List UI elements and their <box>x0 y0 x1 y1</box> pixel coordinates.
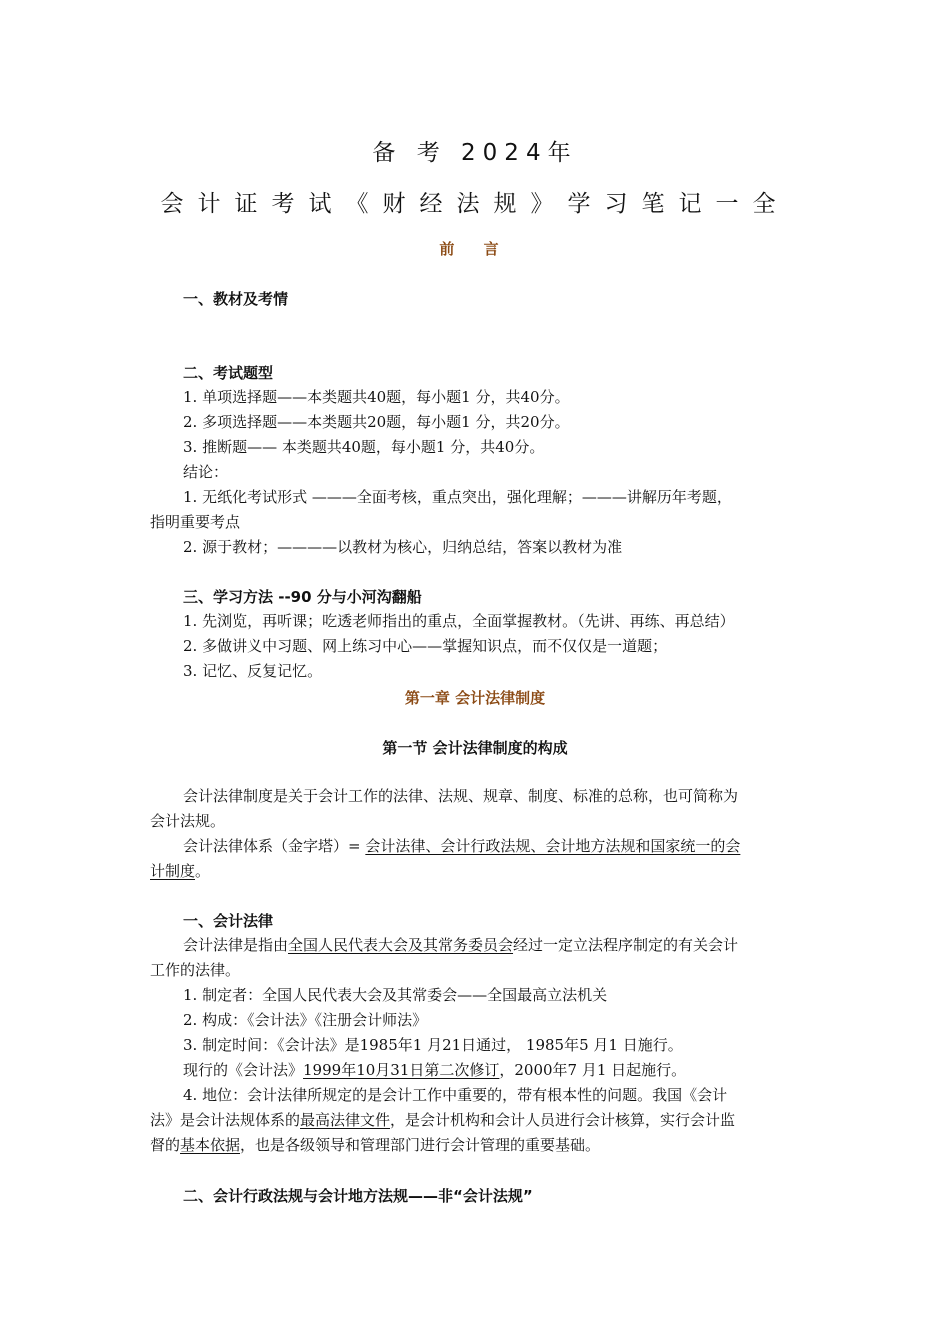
section-heading-admin-regulations: 二、会计行政法规与会计地方法规——非“会计法规” <box>183 1187 533 1205</box>
law-item <box>183 1060 686 1080</box>
underlined-text: 全国人民代表大会及其常务委员会 <box>288 936 514 954</box>
underlined-text: 计制度 <box>150 862 196 880</box>
text: ，2000年7 月1 日起施行。 <box>499 1061 687 1079</box>
paragraph <box>183 935 738 955</box>
law-item: 2. 构成：《会计法》《注册会计师法》 <box>183 1011 428 1029</box>
paragraph: 会计法律制度是关于会计工作的法律、法规、规章、制度、标准的总称，也可简称为 <box>183 787 739 805</box>
text: 督的 <box>150 1136 181 1154</box>
conclusion-label: 结论： <box>183 463 229 481</box>
underlined-text: 基本依据 <box>180 1136 241 1154</box>
law-item-cont <box>150 1135 600 1155</box>
section-heading-study-method: 三、学习方法 --90 分与小河沟翻船 <box>183 588 422 606</box>
law-item: 4. 地位：会计法律所规定的是会计工作中重要的，带有根本性的问题。我国《会计 <box>183 1086 728 1104</box>
text: 会计法律体系（金字塔）= <box>183 837 366 855</box>
document-title-line2: 会计证考试《财经法规》学习笔记一全 <box>160 191 790 217</box>
underlined-text: 1999年10月31日第二次修订 <box>303 1061 500 1079</box>
study-method-item: 2. 多做讲义中习题、网上练习中心——掌握知识点，而不仅仅是一道题； <box>183 637 668 655</box>
section-title: 第一节 会计法律制度的构成 <box>382 739 568 757</box>
text: 法》是会计法规体系的 <box>150 1111 301 1129</box>
question-type-item: 3. 推断题—— 本类题共40题，每小题1 分，共40分。 <box>183 438 545 456</box>
paragraph-cont: 工作的法律。 <box>150 961 241 979</box>
conclusion-item-cont: 指明重要考点 <box>150 513 241 531</box>
law-item: 1. 制定者：全国人民代表大会及其常委会——全国最高立法机关 <box>183 986 608 1004</box>
study-method-item: 3. 记忆、反复记忆。 <box>183 662 323 680</box>
text: ，是会计机构和会计人员进行会计核算，实行会计监 <box>390 1111 736 1129</box>
law-item: 3. 制定时间：《会计法》是1985年1 月21日通过， 1985年5 月1 日施行。 <box>183 1036 683 1054</box>
text: 现行的《会计法》 <box>183 1061 304 1079</box>
text: 经过一定立法程序制定的有关会计 <box>513 936 739 954</box>
preface-heading: 前 言 <box>439 240 511 258</box>
conclusion-item: 2. 源于教材；————以教材为核心，归纳总结，答案以教材为准 <box>183 538 623 556</box>
law-item-cont <box>150 1110 735 1130</box>
text: 会计法律是指由 <box>183 936 289 954</box>
section-heading-question-types: 二、考试题型 <box>183 364 274 382</box>
section-heading-textbook: 一、教材及考情 <box>183 290 289 308</box>
underlined-text: 会计法律、会计行政法规、会计地方法规和国家统一的会 <box>365 837 741 855</box>
question-type-item: 1. 单项选择题——本类题共40题，每小题1 分，共40分。 <box>183 388 570 406</box>
chapter-heading: 第一章 会计法律制度 <box>404 689 546 707</box>
section-heading-accounting-law: 一、会计法律 <box>183 912 274 930</box>
document-title-line1: 备 考 2024年 <box>372 140 578 166</box>
paragraph-cont <box>150 861 210 881</box>
text: ，也是各级领导和管理部门进行会计管理的重要基础。 <box>240 1136 601 1154</box>
paragraph-cont: 会计法规。 <box>150 812 226 830</box>
study-method-item: 1. 先浏览，再听课；吃透老师指出的重点，全面掌握教材。（先讲、再练、再总结） <box>183 612 735 630</box>
paragraph <box>183 836 740 856</box>
conclusion-item: 1. 无纸化考试形式 ———全面考核，重点突出，强化理解；———讲解历年考题， <box>183 488 732 506</box>
text: 。 <box>195 862 211 880</box>
question-type-item: 2. 多项选择题——本类题共20题，每小题1 分，共20分。 <box>183 413 570 431</box>
underlined-text: 最高法律文件 <box>300 1111 391 1129</box>
